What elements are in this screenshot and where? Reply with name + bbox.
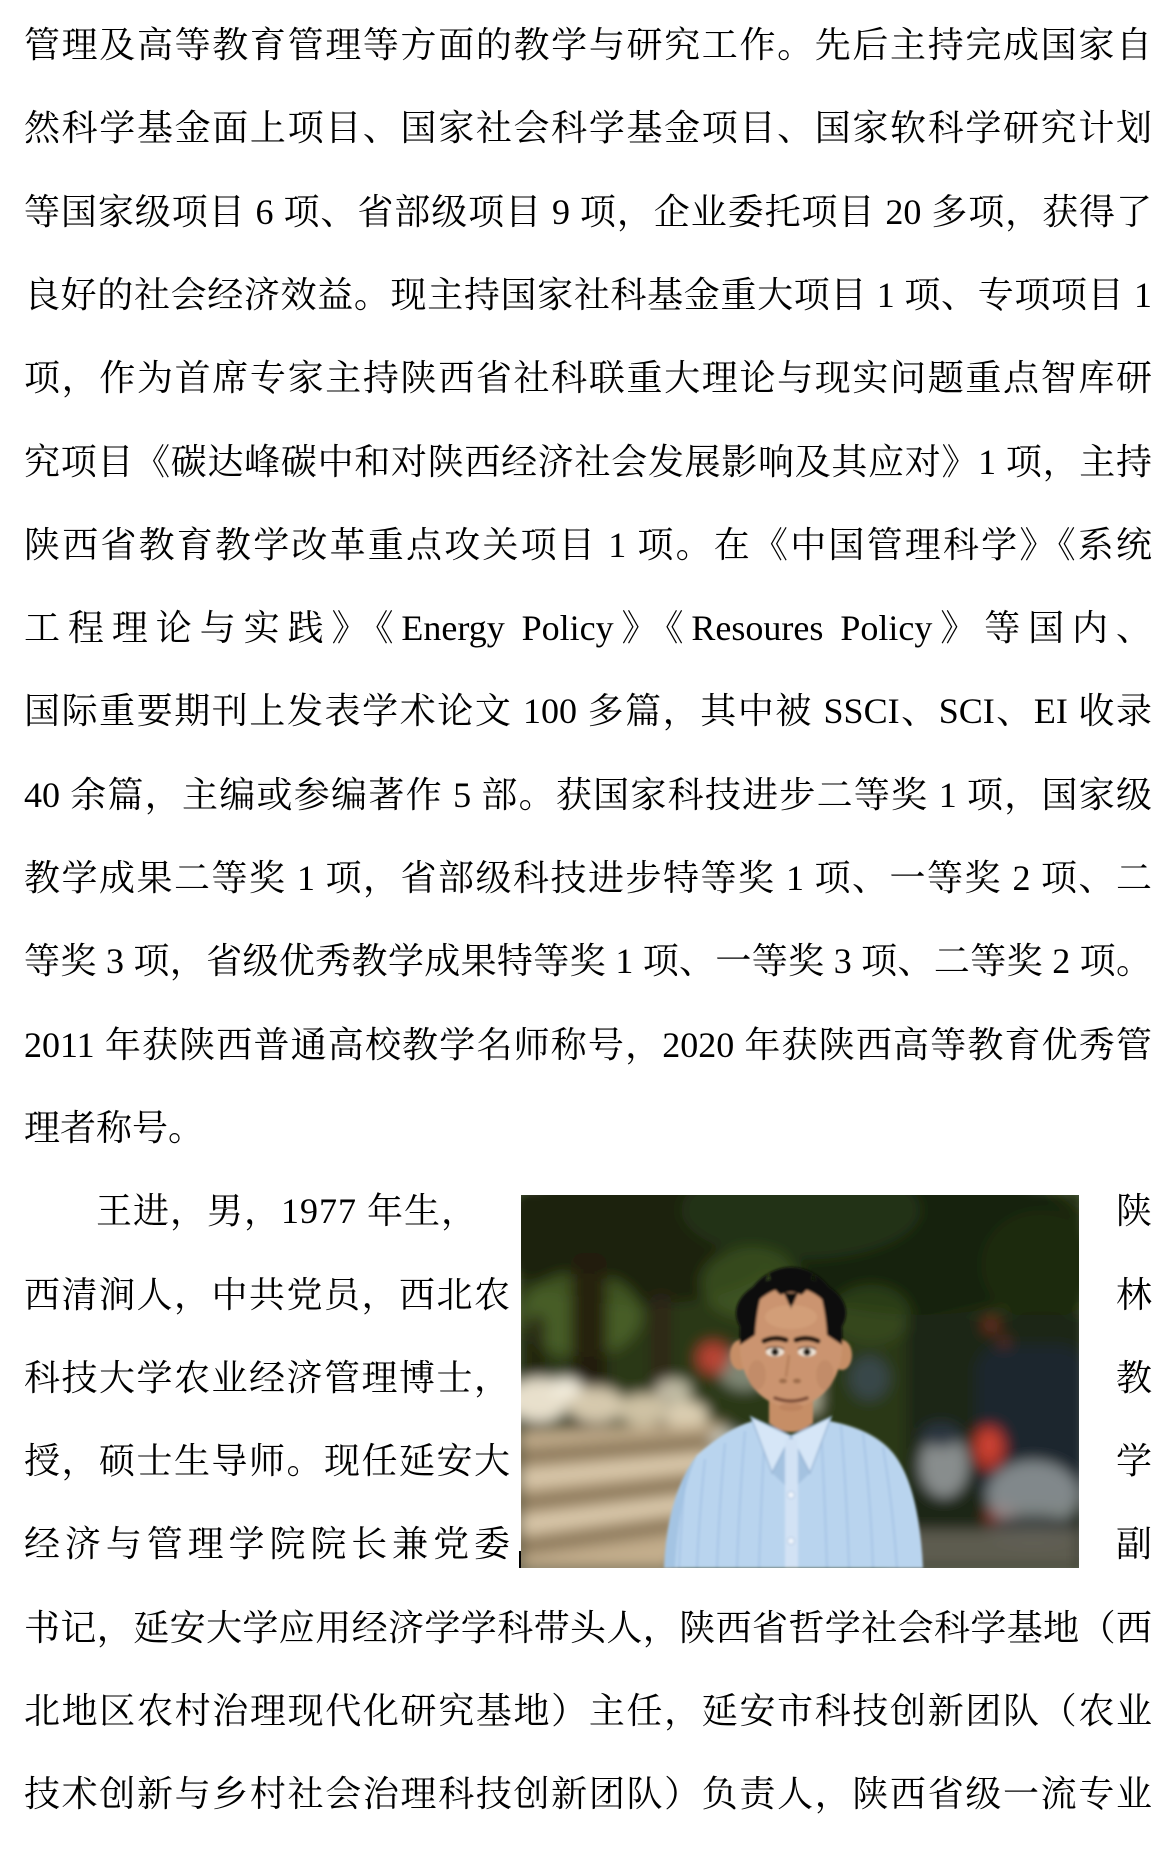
text-line: 理者称号。 — [24, 1108, 205, 1148]
portrait-photo[interactable] — [521, 1195, 1079, 1568]
wrapped-left-text: 西清涧人，中共党员，西北农 — [24, 1275, 510, 1315]
wrapped-left-text: 科技大学农业经济管理博士， — [24, 1358, 510, 1398]
wrapped-right-char: 陕 — [1115, 1191, 1152, 1231]
text-line: 良好的社会经济效益。现主持国家社科基金重大项目 1 项、专项项目 1 — [24, 275, 1152, 315]
wrapped-right-char: 副 — [1115, 1524, 1152, 1564]
wrapped-left-text: 经济与管理学院院长兼党委 — [24, 1524, 510, 1564]
text-line: 等国家级项目 6 项、省部级项目 9 项，企业委托项目 20 多项，获得了 — [24, 192, 1152, 232]
text-line: 项，作为首席专家主持陕西省社科联重大理论与现实问题重点智库研 — [24, 358, 1152, 398]
text-line: 2011 年获陕西普通高校教学名师称号，2020 年获陕西高等教育优秀管 — [24, 1025, 1152, 1065]
wrapped-right-char: 教 — [1115, 1358, 1152, 1398]
text-line: 陕西省教育教学改革重点攻关项目 1 项。在《中国管理科学》《系统 — [24, 525, 1152, 565]
text-line: 教学成果二等奖 1 项，省部级科技进步特等奖 1 项、一等奖 2 项、二 — [24, 858, 1152, 898]
text-line: 然科学基金面上项目、国家社会科学基金项目、国家软科学研究计划 — [24, 108, 1152, 148]
wrapped-right-char: 林 — [1115, 1275, 1152, 1315]
text-line: 40 余篇，主编或参编著作 5 部。获国家科技进步二等奖 1 项，国家级 — [24, 775, 1152, 815]
text-line: 书记，延安大学应用经济学学科带头人，陕西省哲学社会科学基地（西 — [24, 1608, 1152, 1648]
text-line: 国际重要期刊上发表学术论文 100 多篇，其中被 SSCI、SCI、EI 收录 — [24, 691, 1152, 731]
wrapped-left-text: 授，硕士生导师。现任延安大 — [24, 1441, 510, 1481]
text-line: 北地区农村治理现代化研究基地）主任，延安市科技创新团队（农业 — [24, 1691, 1152, 1731]
text-line: 究项目《碳达峰碳中和对陕西经济社会发展影响及其应对》1 项，主持 — [24, 442, 1152, 482]
text-line: 技术创新与乡村社会治理科技创新团队）负责人，陕西省级一流专业 — [24, 1774, 1152, 1814]
wrapped-right-char: 学 — [1115, 1441, 1152, 1481]
text-line: 管理及高等教育管理等方面的教学与研究工作。先后主持完成国家自 — [24, 25, 1152, 65]
text-line: 等奖 3 项，省级优秀教学成果特等奖 1 项、一等奖 3 项、二等奖 2 项。 — [24, 941, 1152, 981]
portrait-photo-image — [521, 1195, 1079, 1568]
wrapped-left-text: 王进，男，1977 年生， — [96, 1191, 479, 1231]
text-cursor — [519, 1551, 521, 1568]
text-line: 工程理论与实践》《Energy Policy》《Resoures Policy》等国内、 — [24, 608, 1152, 648]
